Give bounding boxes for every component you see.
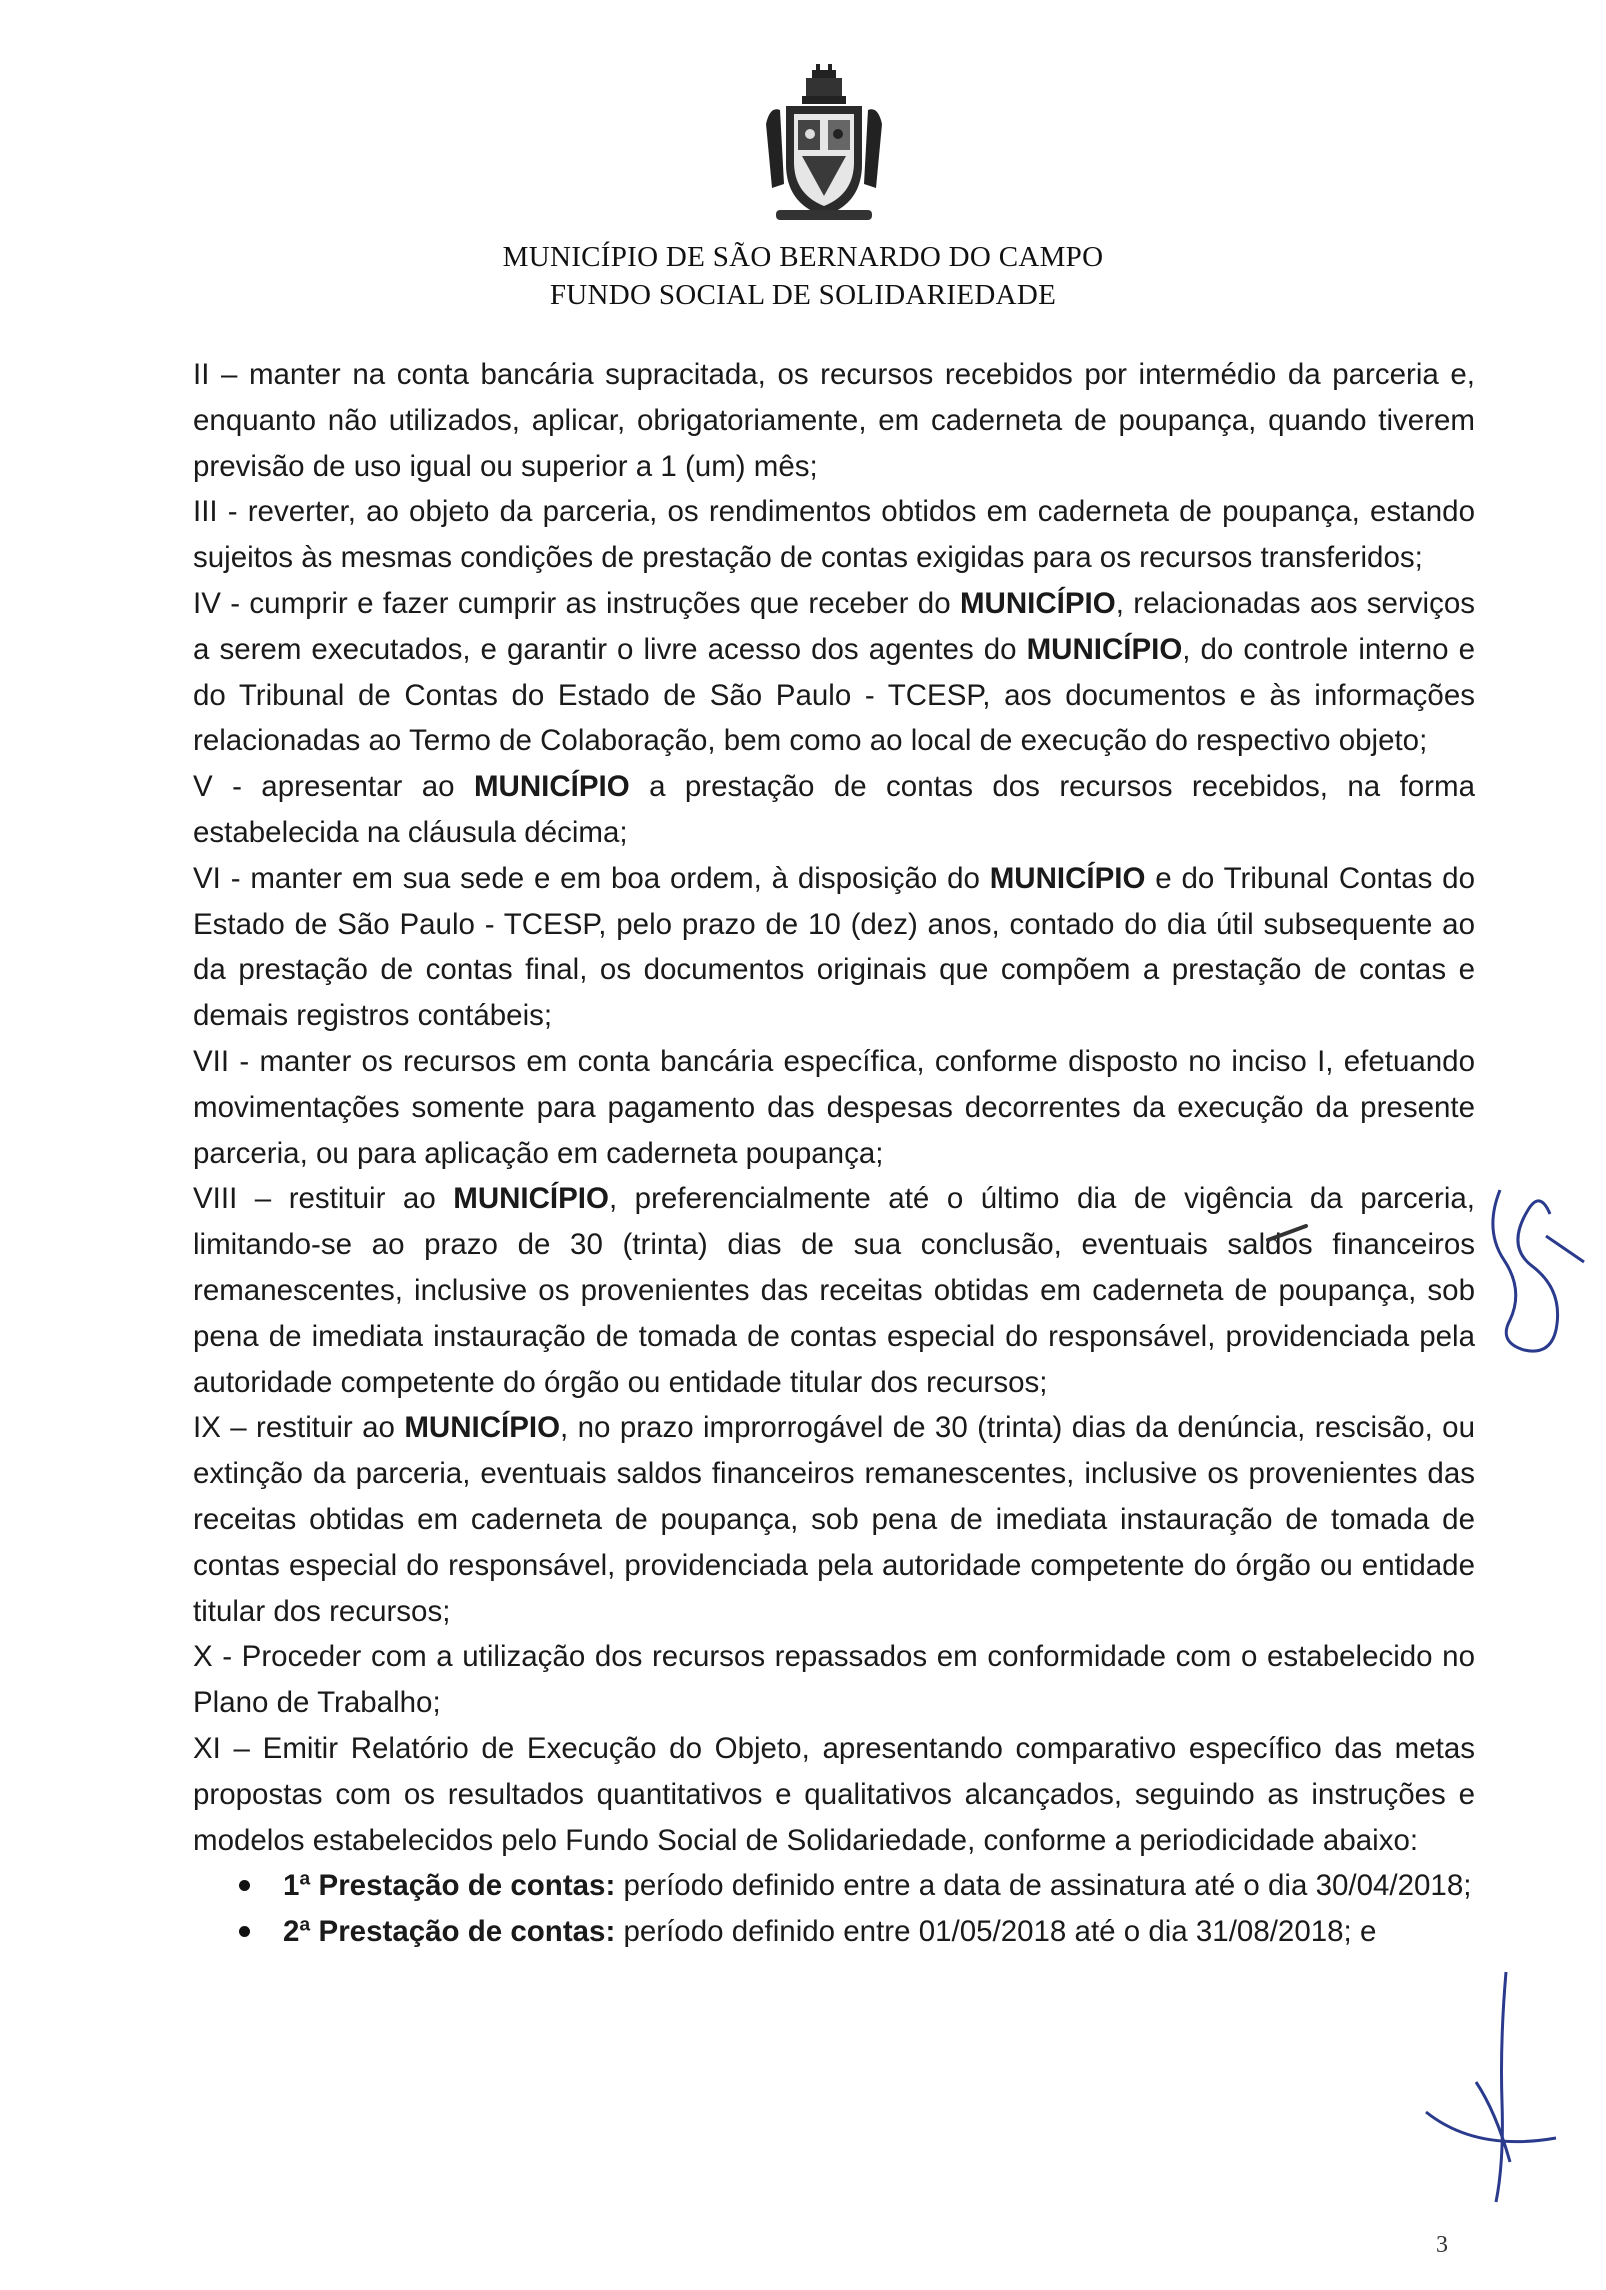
department-title: FUNDO SOCIAL DE SOLIDARIEDADE (549, 279, 1057, 311)
clause-x: X - Proceder com a utilização dos recursos repassados em conformidade com o estabelecido no Plano de Trabalho; (193, 1640, 1475, 1720)
document-body (193, 352, 1475, 1955)
clause-vii: VII - manter os recursos em conta bancária específica, conforme disposto no inciso I, efetuando movimentações somente para pagamento das despesas decorrentes da execução da presente parceria, ou para aplicação em caderneta poupança; (193, 1044, 1475, 1170)
handwritten-signature-icon (1416, 1962, 1566, 2212)
municipal-coat-of-arms-icon (758, 64, 890, 229)
clause-xi: XI – Emitir Relatório de Execução do Objeto, apresentando comparativo específico das metas propostas com os resultados quantitativos e qualitativos alcançados, seguindo as instruções e modelos estabelecidos pelo Fundo Social de Solidariedade, conforme a periodicidade abaixo: (193, 1731, 1475, 1857)
bullet-icon (239, 1880, 250, 1891)
list-item: 1ª Prestação de contas: período definido entre a data de assinatura até o dia 30/04/2018; (193, 1863, 1475, 1909)
clause-iv: IV - cumprir e fazer cumprir as instruções que receber do MUNICÍPIO, relacionadas aos serviços a serem executados, e garantir o livre acesso dos agentes do MUNICÍPIO, do controle interno e do Tribunal de Contas do Estado de São Paulo - TCESP, aos documentos e às informações relacionadas ao Termo de Colaboração, bem como ao local de execução do respectivo objeto; (193, 586, 1475, 758)
clause-ii: II – manter na conta bancária supracitada, os recursos recebidos por intermédio da parceria e, enquanto não utilizados, aplicar, obrigatoriamente, em caderneta de poupança, quando tiverem previsão de uso igual ou superior a 1 (um) mês; (193, 358, 1475, 483)
clause-v: V - apresentar ao MUNICÍPIO a prestação de contas dos recursos recebidos, na forma estabelecida na cláusula décima; (193, 770, 1475, 849)
bullet-icon (239, 1926, 250, 1937)
handwritten-initials-icon (1480, 1170, 1590, 1360)
clause-iii: III - reverter, ao objeto da parceria, os rendimentos obtidos em caderneta de poupança, estando sujeitos às mesmas condições de prestação de contas exigidas para os recursos transferidos; (193, 495, 1475, 575)
municipality-title: MUNICÍPIO DE SÃO BERNARDO DO CAMPO (502, 241, 1104, 273)
page-number: 3 (1436, 2232, 1448, 2258)
list-item: 2ª Prestação de contas: período definido entre 01/05/2018 até o dia 31/08/2018; e (193, 1909, 1475, 1955)
pen-mark-icon (1266, 1222, 1310, 1244)
reporting-schedule-list (193, 1863, 1475, 1955)
clause-ix: IX – restituir ao MUNICÍPIO, no prazo improrrogável de 30 (trinta) dias da denúncia, rescisão, ou extinção da parceria, eventuais saldos financeiros remanescentes, inclusive os provenientes das receitas obtidas em caderneta de poupança, sob pena de imediata instauração de tomada de contas especial do responsável, providenciada pela autoridade competente do órgão ou entidade titular dos recursos; (193, 1411, 1475, 1628)
clause-vi: VI - manter em sua sede e em boa ordem, à disposição do MUNICÍPIO e do Tribunal Contas do Estado de São Paulo - TCESP, pelo prazo de 10 (dez) anos, contado do dia útil subsequente ao da prestação de contas final, os documentos originais que compõem a prestação de contas e demais registros contábeis; (193, 861, 1475, 1033)
clause-viii: VIII – restituir ao MUNICÍPIO, preferencialmente até o último dia de vigência da parceria, limitando-se ao prazo de 30 (trinta) dias de sua conclusão, eventuais saldos financeiros remanescentes, inclusive os provenientes das receitas obtidas em caderneta de poupança, sob pena de imediata instauração de tomada de contas especial do responsável, providenciada pela autoridade competente do órgão ou entidade titular dos recursos; (193, 1182, 1475, 1399)
